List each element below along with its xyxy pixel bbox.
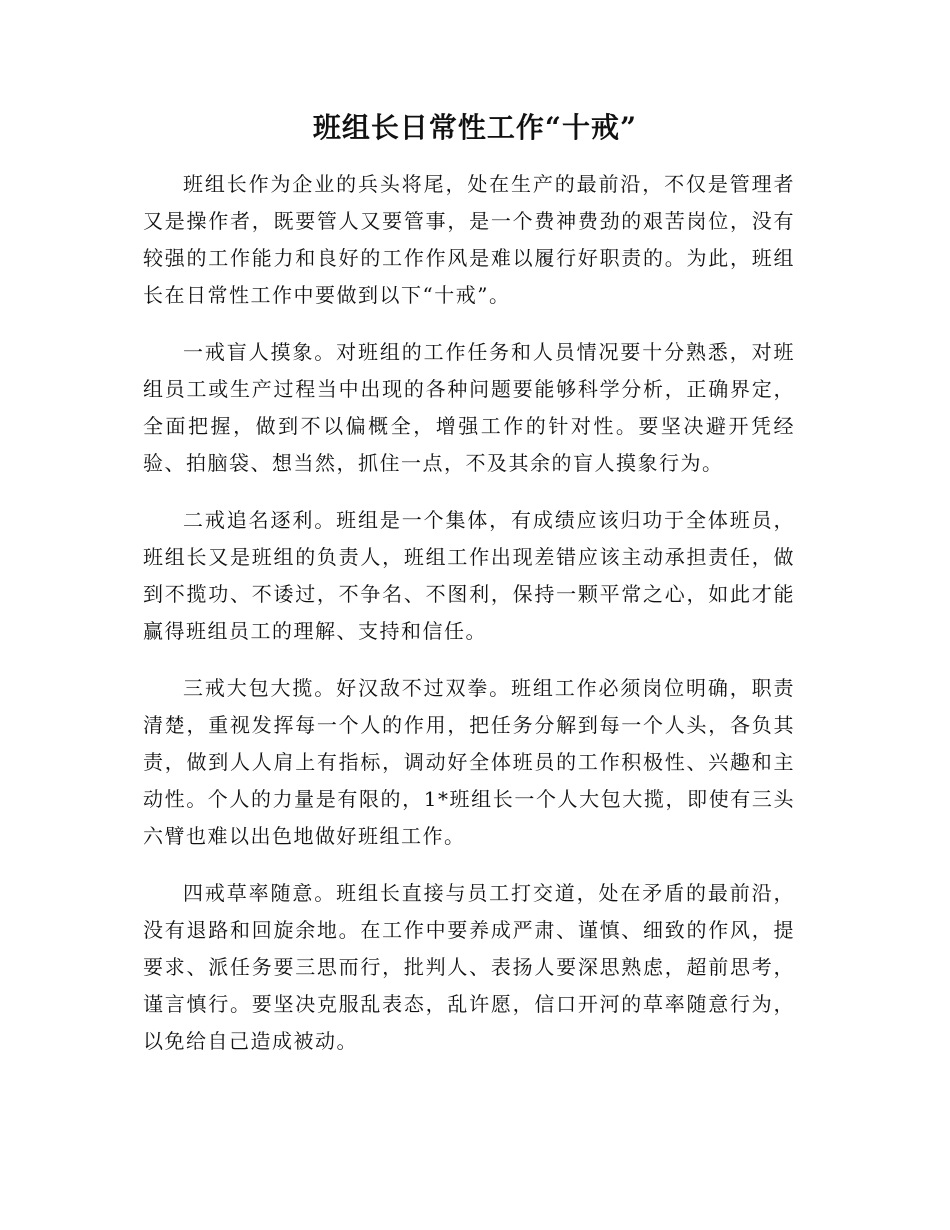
- intro-paragraph: 班组长作为企业的兵头将尾，处在生产的最前沿，不仅是管理者又是操作者，既要管人又要管事，是一个费神费劲的艰苦岗位，没有较强的工作能力和良好的工作作风是难以履行好职责的。为此，班组长在日常性工作中要做到以下“十戒”。: [143, 172, 795, 307]
- paragraph-rule-3: 三戒大包大揽。好汉敌不过双拳。班组工作必须岗位明确，职责清楚，重视发挥每一个人的作用，把任务分解到每一个人头，各负其责，做到人人肩上有指标，调动好全体班员的工作积极性、兴趣和主动性。个人的力量是有限的，1*班组长一个人大包大揽，即使有三头六臂也难以出色地做好班组工作。: [143, 676, 795, 848]
- paragraph-rule-1: 一戒盲人摸象。对班组的工作任务和人员情况要十分熟悉，对班组员工或生产过程当中出现的各种问题要能够科学分析，正确界定，全面把握，做到不以偏概全，增强工作的针对性。要坚决避开凭经验、拍脑袋、想当然，抓住一点，不及其余的盲人摸象行为。: [143, 340, 795, 475]
- document-body: [143, 166, 795, 1080]
- paragraph-rule-2: 二戒追名逐利。班组是一个集体，有成绩应该归功于全体班员，班组长又是班组的负责人，班组工作出现差错应该主动承担责任，做到不揽功、不诿过，不争名、不图利，保持一颗平常之心，如此才能赢得班组员工的理解、支持和信任。: [143, 508, 795, 643]
- paragraph-rule-4: 四戒草率随意。班组长直接与员工打交道，处在矛盾的最前沿，没有退路和回旋余地。在工作中要养成严肃、谨慎、细致的作风，提要求、派任务要三思而行，批判人、表扬人要深思熟虑，超前思考，谨言慎行。要坚决克服乱表态，乱许愿，信口开河的草率随意行为，以免给自己造成被动。: [143, 881, 795, 1053]
- document-title: 班组长日常性工作“十戒”: [312, 111, 638, 144]
